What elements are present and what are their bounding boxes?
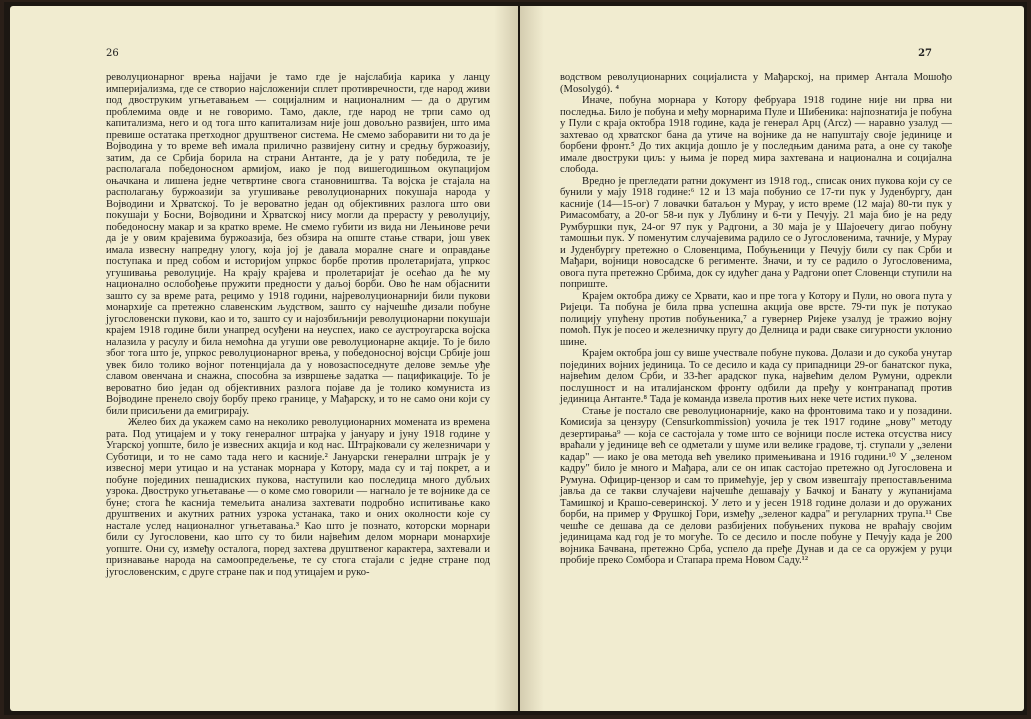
left-page-body bbox=[106, 72, 490, 578]
right-page-body bbox=[560, 72, 952, 567]
paragraph: Крајем октобра још су више учествале побуне пукова. Долази и до сукоба унутар појединих војних јединица. То се десило и када су припадници 29-ог банатског пука, највећим делом Срби, и 33-ћег арадског пука, највећим делом Румуни, одрекли послушност и на италијанском фронту одбили да пређу у контранапад против јединица Антанте.⁸ Тада је команда извела против њих неке четe истих пукова. bbox=[560, 348, 952, 405]
paragraph: Иначе, побуна морнара у Котору фебруара 1918 године није ни прва ни последња. Било је побуна и међу морнарима Пуле и Шибеника: најпознатија је побуна у Пули с краја октобра 1918 године, када је генерал Арц (Arcz) — наравно узалуд — захтевао од хрватског бана да утиче на војнике да не напуштају своје јединице и борбени фронт.⁵ До тих акција дошло је у последњим данима рата, а оне су такође имале двоструки циљ: у њима је поред мира захтевана и национална и социјална слобода. bbox=[560, 95, 952, 175]
page-number-left: 26 bbox=[106, 48, 119, 59]
paragraph: Крајем октобра дижу се Хрвати, као и пре тога у Котору и Пули, но овога пута у Ријеци. Та побуна је била прва успешна акција ове врсте. 79-ти пук је потукао полицију упућену против побуњеника,⁷ а гувернер Ријеке узалуд је тражио војну помоћ. Пук је посео и железничку пругу до Делница и ради сваке сигурности уклонио шине. bbox=[560, 290, 952, 348]
paragraph: Стање је постало све револуционарније, како на фронтовима тако и у позадини. Комисија за цензуру (Censurkommission) уочила је тек 1917 године „нову" методу дезертирања⁹ — која се састојала у томе што се војници после истека отсуства нису враћали у јединице већ се одметали у шуме или велике градове, тј. ступали у „зелени кадар" — иако је ова метода већ увелико примењивана и 1916 години.¹⁰ У „зеленом кадру" било је много и Мађара, али се он ипак састојао претежно од Југословена и Румуна. Официр-цензор и сам то примећује, јер у свом извештају препостављенима јавља да се такви случајеви најчешће дешавају у Бачкој и Банату у жупанијама Тамишкој и Крашо-северинској. У лето и у јесен 1918 године долази и до оружаних борби, на пример у Фрушкој Гори, између „зеленог кадра" и регуларних трупа.¹¹ Све чешће се дешава да се делови разбијених побуњених пукова не враћају својим јединицама кад год је то могуће. То се десило и после побуне у Печују када је 200 војника Бачвана, претежно Срба, успело да пређе Дунав и да се са оружјем у руци пробије преко Сомбора и Стапара према Новом Саду.¹² bbox=[560, 405, 952, 566]
page-number-right: 27 bbox=[918, 48, 932, 59]
right-page bbox=[520, 6, 1024, 711]
book-spread bbox=[4, 2, 1027, 715]
paragraph: Вредно је прегледати ратни документ из 1918 год., списак оних пукова који су се бунили у мају 1918 године:⁶ 12 и 13 маја побунио се 17-ти пук у Јуденбургу, дан касније (14—15-ог) 7 ловачки батаљон у Мурау, у исто време (12 маја) 80-ти пук у Римасомбату, а 20-ог 58-и пук у Лублину и 6-ти у Печују. 21 маја био је на реду Румбуршки пук, 24-ог 97 пук у Радгони, а 30 маја је у Шајоечегу дигао побуну тамошњи пук. У поменутим случајевима радило се о Југословенима, тачније, у Мурау и Јуденбургу претежно о Словенцима, Побуњеници у Печују били су пак Срби и Мађари, војници новосадске 6 регименте. Значи, и ту се радило о Југословенима, овога пута претежно Србима, док су идућег дана у Радгони опет Словенци ступили на поприште. bbox=[560, 175, 952, 290]
left-page bbox=[10, 6, 518, 711]
paragraph: водством револуционарних социјалиста у Мађарској, на пример Антала Мошођо (Mosolygó). ⁴ bbox=[560, 72, 952, 95]
paragraph: револуционарног врења најјачи је тамо где је најслабија карика у ланцу империјализма, где се створио најсложенији сплет противречности, где народ живи под двоструким угњетавањем — социјалним и националним — да о другим проблемима овде и не говоримо. Тамо, дакле, где народ не трпи само од капитализма, него и од тога што капитализам није још довољно развијен, што има превише остатака претходног друштвеног система. Не смемо заборавити ни то да је Војводина у то време већ имала прилично развијену ситну и средњу буржоазију, затим, да се Србија борила на страни Антанте, да је у рату победила, те је располагала победоносном армијом, иако је под вишегодишњом окупацијом оњачкана и лишена једне четвртине свога становништва. Та војска је стајала на располагању буржоазији за угушивање револуционарних покушаја народа у Војводини и Хрватској. То је вероватно један од објективних разлога што ови покушаји у Босни, Војводини и Хрватској нису могли да прерасту у револуцију, победоносну макар и за кратко време. Не смемо губити из вида ни Лењинове речи да је у овим крајевима буржоазија, без обзира на опште стање ствари, још увек имала извесну напредну улогу, која јој је давала моралне снаге и оправдање поступака и пред собом и историјом упркос борбе против пролетаријата, упркос угушивања револуције. На крају крајева и пролетаријат је осећао да ће му национално ослобођење пружити предности у даљој борби. Ово ће нам објаснити зашто су за време рата, рецимо у 1918 години, најреволуционарнији били пукови монархије са претежно славенским људством, зашто су најчешће дизали побуне југословенски пукови, као и то, зашто су и најозбиљнији револуционарни покушаји крајем 1918 године били унапред осуђени на неуспех, иако се аустроугарска војска налазила у расулу и била немоћна да угуши ове револуционарне акције. То је било због тога што је, упркос револуционарног врења, у победоносној војсци Србије још увек било толико војног потенцијала да у новозаспоседнуте делове земље уђе славом овенчана и снажна, способна за извршење задатка — пацификације. То је вероватно био један од објективних разлога појаве да је толико комуниста из Војводине пренело своју борбу преко границе, у Мађарску, и то не само они који су били присиљени да емигрирају. bbox=[106, 72, 490, 417]
paragraph: Желео бих да укажем само на неколико револуционарних момената из времена рата. Под утицајем и у току генералног штрајка у јануару и јуну 1918 године у Угарској уопште, било је извесних акција и код нас. Штрајковали су железничари у Суботици, и то не само тада него и касније.² Јануарски генерални штрајк је у извесној мери утицао и на устанак морнара у Котору, мада су и тај покрет, а и побуне појединих пешадиских пукова, наступили као последица много дубљих узрока. Двоструко угњетавање — о коме смо говорили — нагнало је те војнике да се буне; стога ће каснија темељита анализа захтевати подробно испитивање како друштвених и акутних ратних узрока устанака, тако и оних околности које су настале услед националног угњетавања.³ Као што је познато, которски морнари били су Југословени, као што су то били највећим делом морнари монархије уопште. Они су, између осталога, поред захтева друштвеног карактера, захтевали и признавање народа на самоопредељење, те су стога стајали с једне стране под југословенским, с друге стране пак и под утицајем и руко- bbox=[106, 417, 490, 578]
